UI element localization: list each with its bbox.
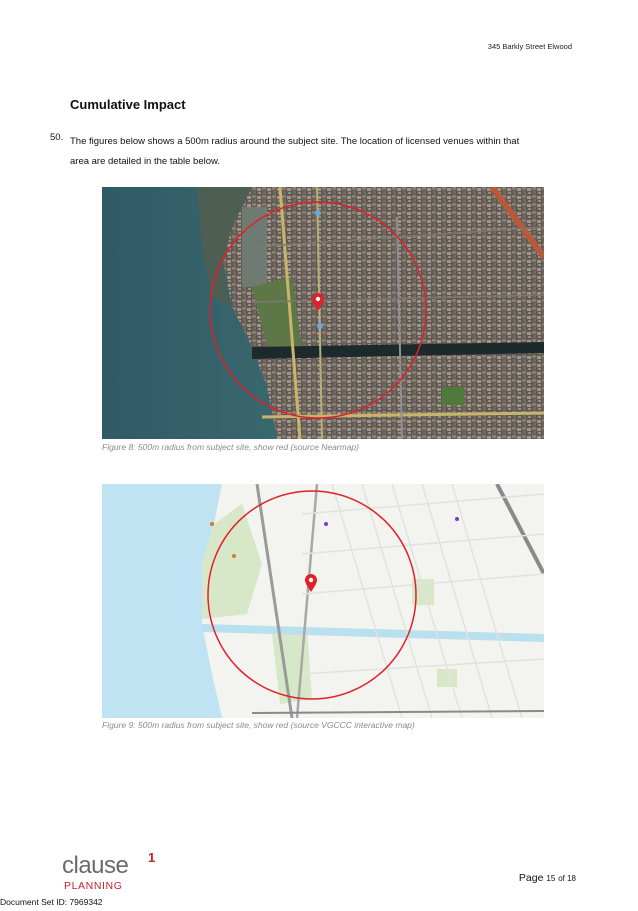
figure-9-caption: Figure 9: 500m radius from subject site, show red (source VGCCC interactive map): [102, 720, 415, 730]
logo-subtitle: PLANNING: [64, 880, 123, 892]
document-set-id: Document Set ID: 7969342: [0, 897, 103, 907]
aerial-map-image: [102, 187, 544, 439]
logo-word: clause: [62, 852, 129, 879]
paragraph-number: 50.: [50, 132, 64, 143]
street-map-figure: [102, 484, 544, 718]
logo-superscript: 1: [148, 850, 156, 865]
page-number: [519, 872, 576, 884]
street-map-image: [102, 484, 544, 718]
paragraph-line-1: The figures below shows a 500m radius around the subject site. The location of licensed venues within that: [70, 136, 520, 147]
section-heading: Cumulative Impact: [70, 97, 186, 112]
figure-8-caption: Figure 8: 500m radius from subject site, show red (source Nearmap): [102, 442, 359, 452]
page-current: 15: [546, 874, 556, 883]
paragraph-line-2: area are detailed in the table below.: [70, 156, 220, 167]
paragraph-text: [70, 132, 580, 172]
header-address: 345 Barkly Street Elwood: [487, 42, 572, 51]
page-label: Page: [518, 872, 544, 884]
company-logo: [62, 852, 162, 894]
aerial-map-figure: [102, 187, 544, 439]
page-total: of 18: [558, 874, 576, 883]
